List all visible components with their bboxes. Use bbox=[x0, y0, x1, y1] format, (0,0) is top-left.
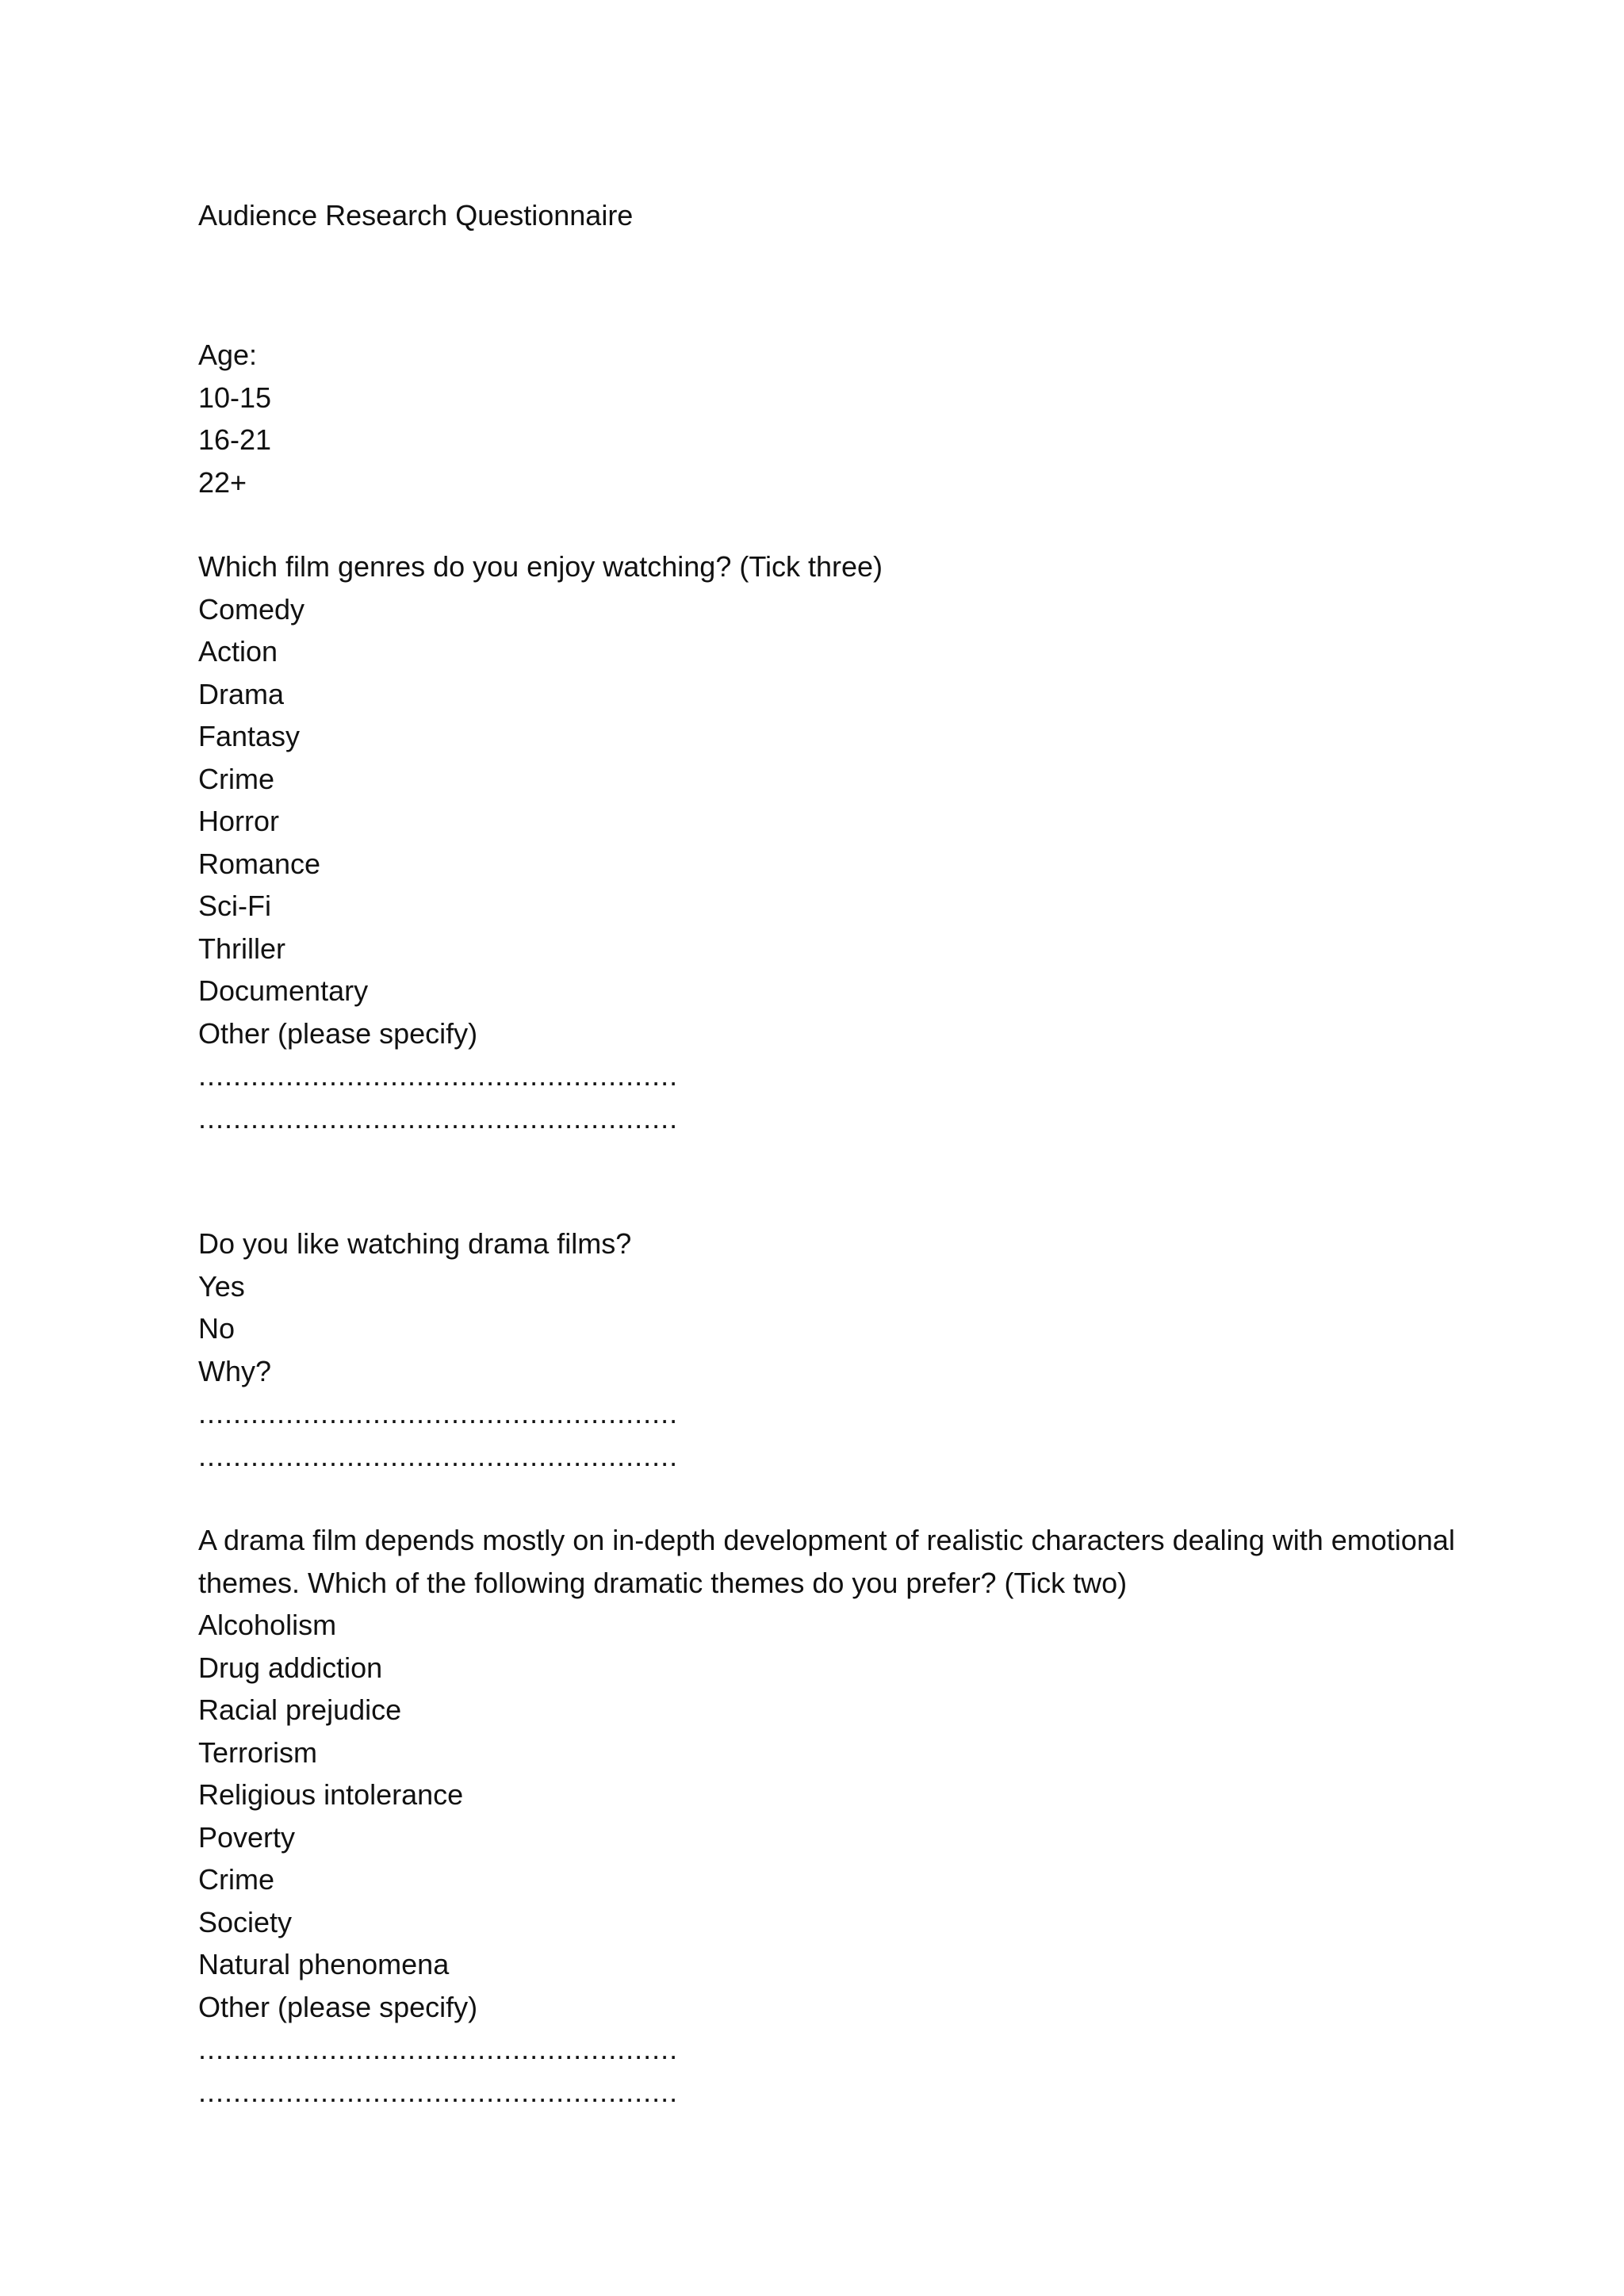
genre-option: Romance bbox=[198, 847, 321, 880]
drama-section bbox=[198, 1223, 1467, 1477]
genre-option: Thriller bbox=[198, 932, 286, 965]
genres-section bbox=[198, 545, 1467, 1139]
drama-question: Do you like watching drama films? bbox=[198, 1227, 632, 1260]
theme-option: Racial prejudice bbox=[198, 1693, 402, 1726]
drama-option: Yes bbox=[198, 1269, 245, 1303]
genre-option: Horror bbox=[198, 805, 280, 837]
age-section bbox=[198, 334, 1467, 503]
answer-line[interactable]: ....................................................... bbox=[198, 2075, 679, 2108]
genre-option: Sci-Fi bbox=[198, 890, 271, 922]
genres-question: Which film genres do you enjoy watching? (Tick three) bbox=[198, 550, 883, 583]
theme-option: Religious intolerance bbox=[198, 1778, 464, 1811]
answer-line[interactable]: ....................................................... bbox=[198, 1059, 679, 1092]
theme-option: Drug addiction bbox=[198, 1651, 383, 1684]
genre-option: Documentary bbox=[198, 974, 369, 1007]
age-option: 10-15 bbox=[198, 381, 272, 414]
theme-option: Other (please specify) bbox=[198, 1990, 478, 2023]
genre-option: Action bbox=[198, 635, 278, 668]
genre-option: Comedy bbox=[198, 592, 305, 626]
age-option: 22+ bbox=[198, 465, 247, 499]
page-title: Audience Research Questionnaire bbox=[198, 199, 634, 232]
genre-option: Fantasy bbox=[198, 720, 301, 752]
theme-option: Poverty bbox=[198, 1820, 296, 1854]
theme-option: Society bbox=[198, 1905, 293, 1938]
why-label: Why? bbox=[198, 1354, 272, 1387]
answer-line[interactable]: ....................................................... bbox=[198, 1397, 679, 1429]
age-label: Age: bbox=[198, 339, 258, 371]
themes-question: A drama film depends mostly on in-depth development of realistic characters dealing with emotional themes. Which of the following dramatic themes do you prefer? (Tick two) bbox=[198, 1524, 1455, 1599]
genre-option: Other (please specify) bbox=[198, 1016, 478, 1050]
theme-option: Natural phenomena bbox=[198, 1948, 450, 1980]
answer-line[interactable]: ....................................................... bbox=[198, 1439, 679, 1472]
theme-option: Alcoholism bbox=[198, 1609, 337, 1641]
age-option: 16-21 bbox=[198, 423, 272, 456]
theme-option: Terrorism bbox=[198, 1735, 317, 1769]
theme-option: Crime bbox=[198, 1863, 274, 1896]
genre-option: Crime bbox=[198, 762, 274, 795]
answer-line[interactable]: ....................................................... bbox=[198, 1101, 679, 1135]
answer-line[interactable]: ....................................................... bbox=[198, 2033, 679, 2065]
drama-option: No bbox=[198, 1312, 236, 1345]
themes-section bbox=[198, 1519, 1467, 2113]
genre-option: Drama bbox=[198, 677, 285, 710]
